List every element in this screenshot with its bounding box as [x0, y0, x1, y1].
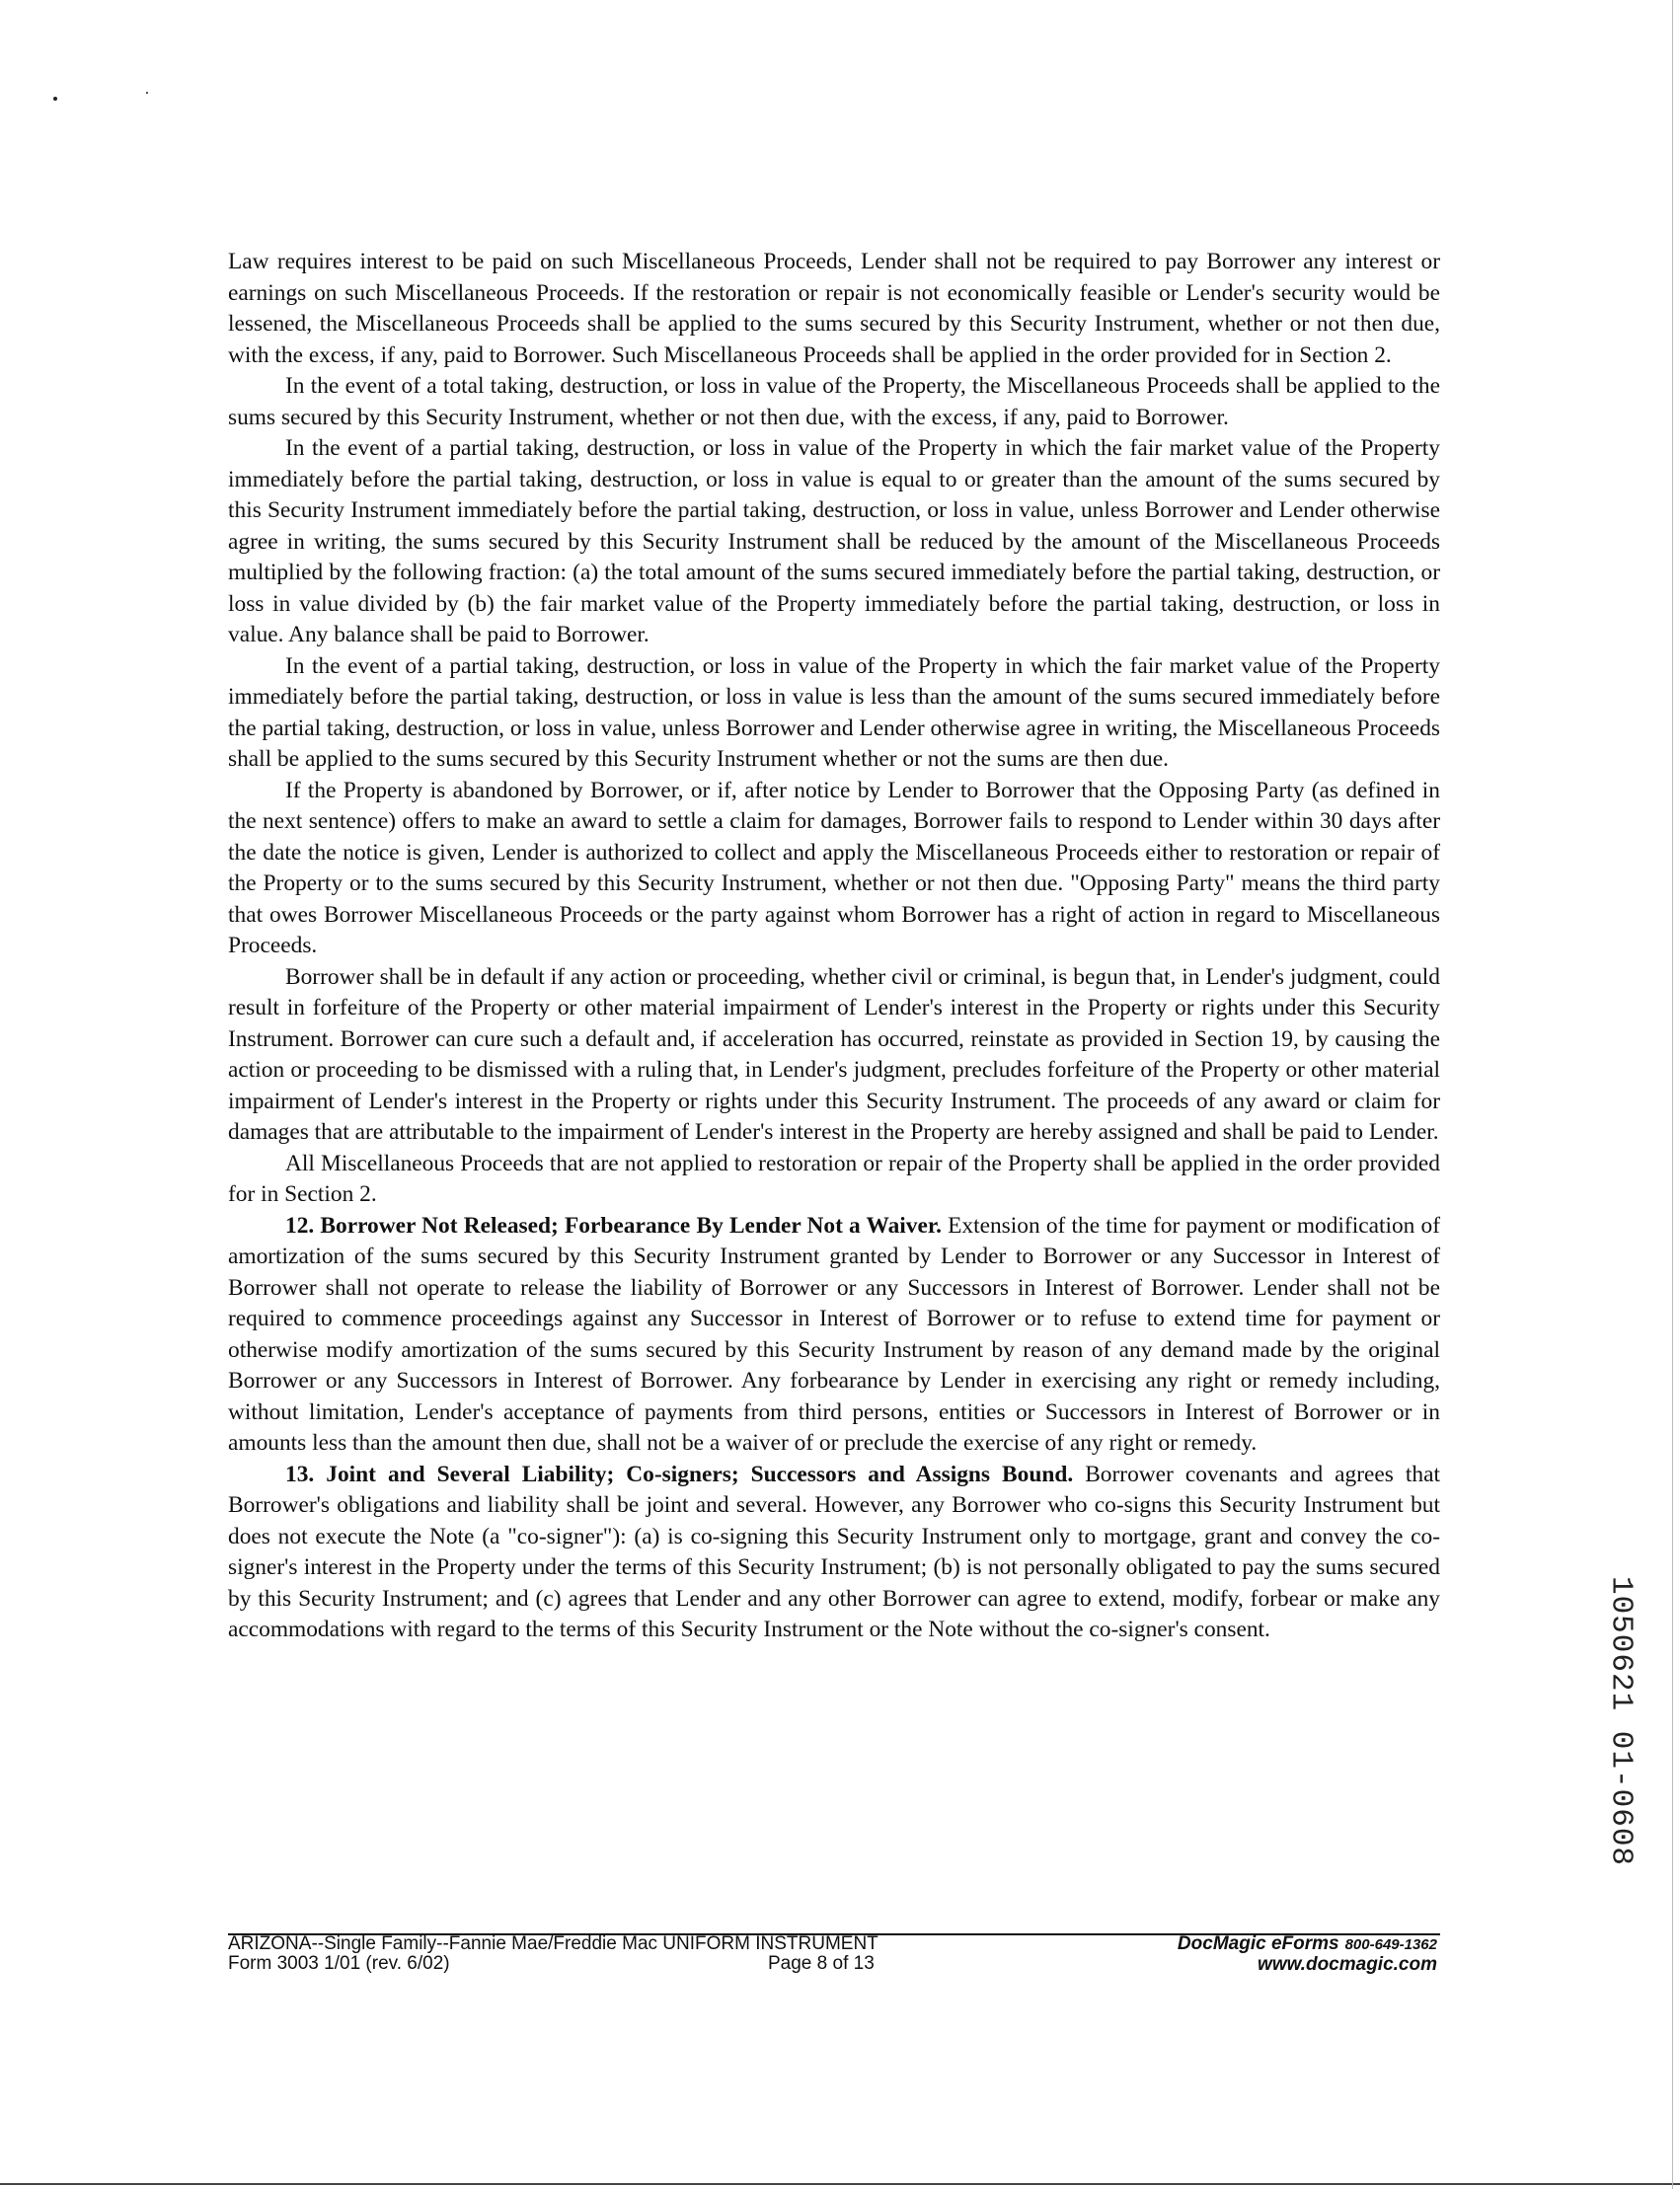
- side-stamp: [1601, 1575, 1641, 1867]
- footer-form-title: ARIZONA--Single Family--Fannie Mae/Freddie Mac UNIFORM INSTRUMENT: [228, 1933, 878, 1954]
- section-heading: 13. Joint and Several Liability; Co-signers; Successors and Assigns Bound.: [285, 1461, 1074, 1487]
- paragraph: In the event of a total taking, destruction, or loss in value of the Property, the Miscellaneous Proceeds shall be applied to the sums secured by this Security Instrument, whether or not then due, with the excess, if any, paid to Borrower.: [228, 373, 1440, 430]
- section-12-paragraph: 12. Borrower Not Released; Forbearance By Lender Not a Waiver. Extension of the time for payment or modification of amortization of the sums secured by this Security Instrument granted by Lender to Borrower or any Successor in Interest of Borrower shall not operate to release the liability of Borrower or any Successors in Interest of Borrower. Lender shall not be required to commence proceedings against any Successor in Interest of Borrower or to refuse to extend time for payment or otherwise modify amortization of the sums secured by this Security Instrument by reason of any demand made by the original Borrower or any Successors in Interest of Borrower. Any forbearance by Lender in exercising any right or remedy including, without limitation, Lender's acceptance of payments from third persons, entities or Successors in Interest of Borrower or in amounts less than the amount then due, shall not be a waiver of or preclude the exercise of any right or remedy.: [228, 1212, 1441, 1456]
- brand-website: www.docmagic.com: [1258, 1954, 1437, 1975]
- paragraph: In the event of a partial taking, destruction, or loss in value of the Property in which the fair market value of the Property immediately before the partial taking, destruction, or loss in value is less than the amount of the sums secured immediately before the partial taking, destruction, or loss in value, unless Borrower and Lender otherwise agree in writing, the Miscellaneous Proceeds shall be applied to the sums secured by this Security Instrument whether or not the sums are then due.: [228, 652, 1440, 772]
- brand-logo: DocMagic eForms: [1177, 1933, 1339, 1954]
- side-stamp-number: 1050621 01-0608: [1603, 1575, 1639, 1867]
- section-heading: 12. Borrower Not Released; Forbearance By Lender Not a Waiver.: [285, 1212, 942, 1239]
- paragraph: Law requires interest to be paid on such Miscellaneous Proceeds, Lender shall not be required to pay Borrower any interest or earnings on such Miscellaneous Proceeds. If the restoration or repair is not economically feasible or Lender's security would be lessened, the Miscellaneous Proceeds shall be applied to the sums secured by this Security Instrument, whether or not then due, with the excess, if any, paid to Borrower. Such Miscellaneous Proceeds shall be applied in the order provided for in Section 2.: [228, 249, 1440, 368]
- footer-form-number: Form 3003 1/01 (rev. 6/02): [228, 1953, 450, 1974]
- brand-phone: 800-649-1362: [1344, 1936, 1437, 1953]
- paragraph: All Miscellaneous Proceeds that are not applied to restoration or repair of the Property shall be applied in the order provided for in Section 2.: [228, 1150, 1440, 1207]
- section-13-paragraph: 13. Joint and Several Liability; Co-signers; Successors and Assigns Bound. Borrower covenants and agrees that Borrower's obligations and liability shall be joint and several. However, any Borrower who co-signs this Security Instrument but does not execute the Note (a "co-signer"): (a) is co-signing this Security Instrument only to mortgage, grant and convey the co-signer's interest in the Property under the terms of this Security Instrument; (b) is not personally obligated to pay the sums secured by this Security Instrument; and (c) agrees that Lender and any other Borrower can agree to extend, modify, forbear or make any accommodations with regard to the terms of this Security Instrument or the Note without the co-signer's consent.: [228, 1461, 1440, 1642]
- scan-bottom-edge: [0, 2183, 1680, 2185]
- page-number: Page 8 of 13: [768, 1953, 875, 1974]
- paragraph: If the Property is abandoned by Borrower, or if, after notice by Lender to Borrower that the Opposing Party (as defined in the next sentence) offers to make an award to settle a claim for damages, Borrower fails to respond to Lender within 30 days after the date the notice is given, Lender is authorized to collect and apply the Miscellaneous Proceeds either to restoration or repair of the Property or to the sums secured by this Security Instrument, whether or not then due. "Opposing Party" means the third party that owes Borrower Miscellaneous Proceeds or the party against whom Borrower has a right of action in regard to Miscellaneous Proceeds.: [228, 777, 1440, 958]
- scan-speck: [53, 97, 57, 101]
- document-body: [228, 247, 1440, 1646]
- footer-brand-info: [1178, 1934, 1437, 1975]
- scan-right-edge: [1672, 0, 1673, 2189]
- scan-speck: [146, 92, 148, 94]
- paragraph: Borrower shall be in default if any action or proceeding, whether civil or criminal, is begun that, in Lender's judgment, could result in forfeiture of the Property or other material impairment of Lender's interest in the Property or rights under this Security Instrument. Borrower can cure such a default and, if acceleration has occurred, reinstate as provided in Section 19, by causing the action or proceeding to be dismissed with a ruling that, in Lender's judgment, precludes forfeiture of the Property or other material impairment of Lender's interest in the Property or rights under this Security Instrument. The proceeds of any award or claim for damages that are attributable to the impairment of Lender's interest in the Property are hereby assigned and shall be paid to Lender.: [228, 963, 1440, 1145]
- paragraph: In the event of a partial taking, destruction, or loss in value of the Property in which the fair market value of the Property immediately before the partial taking, destruction, or loss in value is equal to or greater than the amount of the sums secured by this Security Instrument immediately before the partial taking, destruction, or loss in value, unless Borrower and Lender otherwise agree in writing, the sums secured by this Security Instrument shall be reduced by the amount of the Miscellaneous Proceeds multiplied by the following fraction: (a) the total amount of the sums secured immediately before the partial taking, destruction, or loss in value divided by (b) the fair market value of the Property immediately before the partial taking, destruction, or loss in value. Any balance shall be paid to Borrower.: [228, 435, 1440, 647]
